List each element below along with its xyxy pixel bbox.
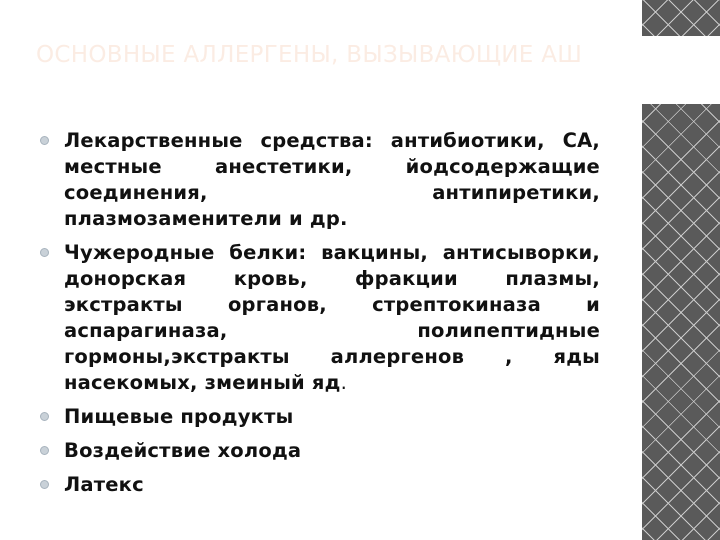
bullet-text: Воздействие холода <box>64 439 302 462</box>
bullet-item-foreign-proteins <box>40 240 600 396</box>
bullet-item-latex <box>40 472 600 498</box>
slide-title: ОСНОВНЫЕ АЛЛЕРГЕНЫ, ВЫЗЫВАЮЩИЕ АШ <box>36 42 583 68</box>
bullet-text: Пищевые продукты <box>64 405 294 428</box>
bullet-item-food <box>40 404 600 430</box>
bullet-dot-icon <box>40 248 49 257</box>
bullet-dot-icon <box>40 412 49 421</box>
bullet-text: Чужеродные белки: вакцины, антисыворки, донорская кровь, фракции плазмы, экстракты органов, стрептокиназа и аспарагиназа, полипептидные гормоны,экстракты аллергенов , яды насекомых, змеиный яд <box>64 241 600 394</box>
decorative-pattern-side <box>642 104 720 540</box>
bullet-list <box>40 128 600 506</box>
bullet-item-drugs <box>40 128 600 232</box>
bullet-item-cold <box>40 438 600 464</box>
bullet-dot-icon <box>40 446 49 455</box>
bullet-dot-icon <box>40 480 49 489</box>
bullet-text: Латекс <box>64 473 144 496</box>
decorative-pattern-top <box>642 0 720 36</box>
bullet-dot-icon <box>40 136 49 145</box>
bullet-tail: . <box>340 371 347 394</box>
bullet-text: Лекарственные средства: антибиотики, СА, местные анестетики, йодсодержащие соединения, антипиретики, плазмозаменители и др. <box>64 129 600 230</box>
